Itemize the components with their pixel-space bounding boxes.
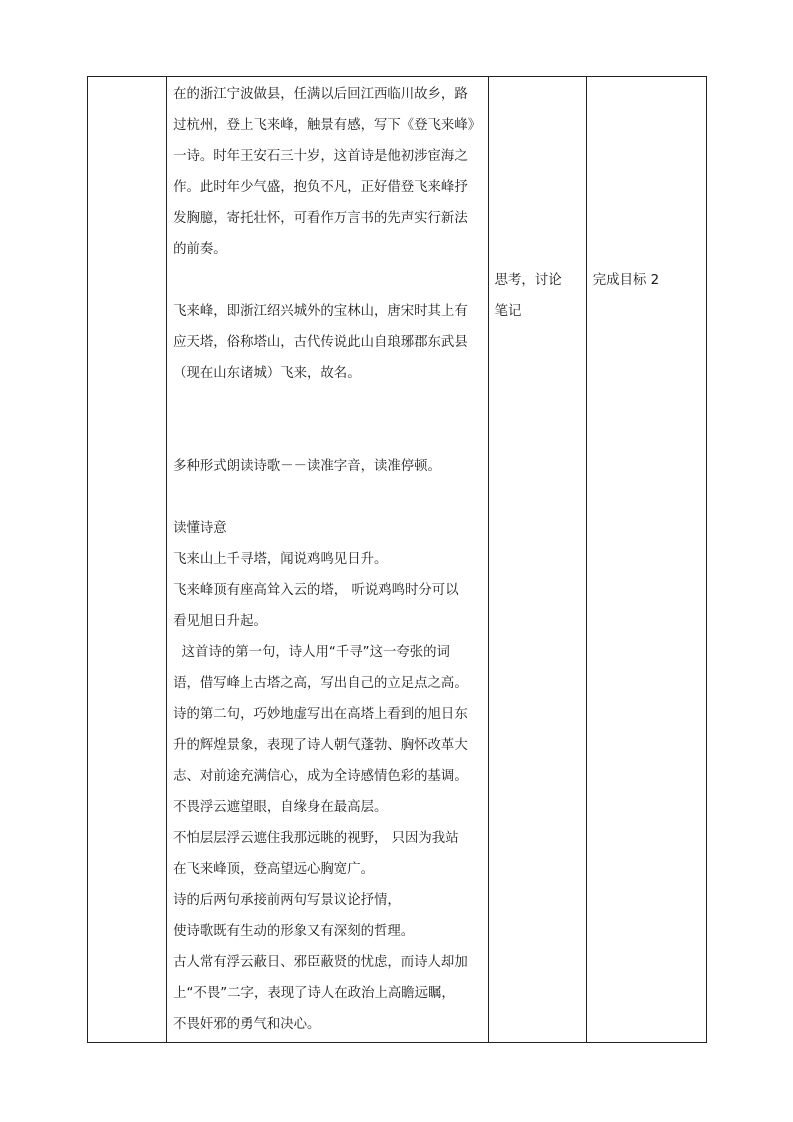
empty-first-cell [88, 77, 167, 1043]
content-line: 这首诗的第一句，诗人用“千寻”这一夸张的词 [173, 645, 450, 660]
content-line: 诗的后两句承接前两句写景议论抒情， [173, 893, 401, 908]
content-line: 应天塔，俗称塔山，古代传说此山自琅琊郡东武县 [173, 335, 468, 350]
content-line: 过杭州，登上飞来峰，触景有感，写下《登飞来峰》 [173, 118, 482, 133]
design-intent-cell [586, 77, 706, 1043]
content-line: 诗的第二句，巧妙地虚写出在高塔上看到的旭日东 [173, 707, 468, 722]
design-intent-text: 完成目标 2 [592, 273, 660, 288]
spacer [173, 389, 484, 451]
content-line: 在飞来峰顶，登高望远心胸宽广。 [173, 862, 374, 877]
content-line: 升的辉煌景象，表现了诗人朝气蓬勃、胸怀改革大 [173, 738, 468, 753]
lesson-plan-table [87, 76, 707, 1043]
content-line: 飞来峰，即浙江绍兴城外的宝林山，唐宋时其上有 [173, 304, 468, 319]
content-line: 飞来峰顶有座高耸入云的塔， 听说鸡鸣时分可以 [173, 583, 459, 598]
content-line: 一诗。时年王安石三十岁，这首诗是他初涉宦海之 [173, 149, 468, 164]
content-line: 在的浙江宁波做县，任满以后回江西临川故乡，路 [173, 87, 468, 102]
table-row [88, 77, 707, 1043]
content-line: 使诗歌既有生动的形象又有深刻的哲理。 [173, 924, 415, 939]
content-line: 语，借写峰上古塔之高，写出自己的立足点之高。 [173, 676, 468, 691]
teaching-content-cell [167, 77, 489, 1043]
content-line: 飞来山上千寻塔，闻说鸡鸣见日升。 [173, 552, 388, 567]
content-line: 不怕层层浮云遮住我那远眺的视野， 只因为我站 [173, 831, 459, 846]
content-line: 发胸臆，寄托壮怀，可看作万言书的先声实行新法 [173, 211, 468, 226]
content-line: （现在山东诸城）飞来，故名。 [173, 366, 361, 381]
content-line: 不畏浮云遮望眼，自缘身在最高层。 [173, 800, 388, 815]
content-line: 志、对前途充满信心，成为全诗感情色彩的基调。 [173, 769, 468, 784]
student-activity-cell [488, 77, 586, 1043]
content-line: 看见旭日升起。 [173, 614, 267, 629]
content-line: 读懂诗意 [173, 521, 227, 536]
content-line: 作。此时年少气盛，抱负不凡，正好借登飞来峰抒 [173, 180, 468, 195]
spacer [173, 482, 484, 513]
content-line: 上“不畏”二字，表现了诗人在政治上高瞻远瞩， [173, 986, 455, 1001]
content-line: 不畏奸邪的勇气和决心。 [173, 1017, 321, 1032]
activity-line: 笔记 [494, 304, 522, 319]
activity-line: 思考，讨论 [494, 273, 562, 288]
content-line: 的前奏。 [173, 242, 227, 257]
content-line: 多种形式朗读诗歌－－读准字音，读准停顿。 [173, 459, 441, 474]
spacer [173, 265, 484, 296]
content-line: 古人常有浮云蔽日、邪臣蔽贤的忧虑，而诗人却加 [173, 955, 468, 970]
